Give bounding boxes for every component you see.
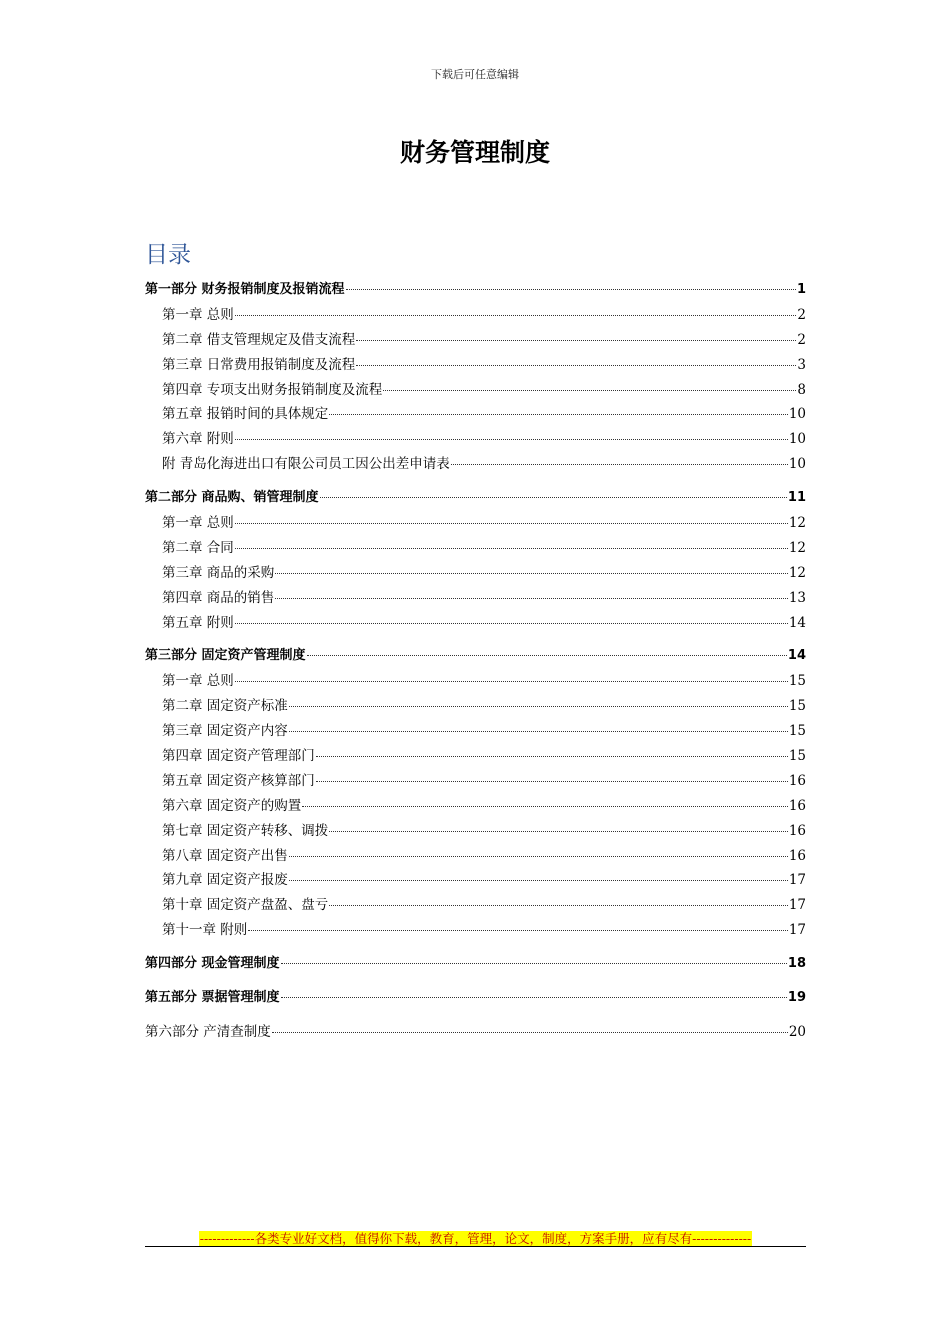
toc-entry-label: 第一章 总则: [162, 306, 234, 323]
toc-leader-dots: [235, 681, 788, 682]
toc-chapter-entry[interactable]: [145, 794, 806, 819]
toc-leader-dots: [346, 289, 796, 290]
toc-entry-label: 第二部分 商品购、销管理制度: [145, 490, 319, 506]
toc-entry-label: 第三部分 固定资产管理制度: [145, 648, 306, 664]
toc-chapter-entry[interactable]: [145, 378, 806, 403]
footer-banner-text: -------------各类专业好文档，值得你下载，教育，管理，论文，制度，方案手册，应有尽有--------------: [199, 1231, 752, 1246]
toc-leader-dots: [320, 497, 787, 498]
toc-chapter-entry[interactable]: [145, 719, 806, 744]
toc-chapter-entry[interactable]: [145, 611, 806, 636]
toc-entry-label: 第三章 固定资产内容: [162, 723, 288, 740]
toc-chapter-entry[interactable]: [145, 844, 806, 869]
toc-chapter-entry[interactable]: [145, 452, 806, 477]
toc-page-number: 8: [797, 381, 806, 398]
toc-entry-label: 第四章 专项支出财务报销制度及流程: [162, 381, 383, 398]
toc-entry-label: 第九章 固定资产报废: [162, 872, 288, 889]
toc-part-entry[interactable]: [145, 952, 806, 977]
toc-chapter-entry[interactable]: [145, 669, 806, 694]
toc-chapter-entry[interactable]: [145, 868, 806, 893]
toc-part-entry[interactable]: [145, 278, 806, 303]
toc-page-number: 11: [787, 490, 806, 506]
toc-leader-dots: [235, 623, 788, 624]
toc-entry-label: 第三章 商品的采购: [162, 564, 275, 581]
toc-leader-dots: [281, 963, 787, 964]
toc-leader-dots: [275, 598, 788, 599]
toc-page-number: 15: [788, 748, 806, 765]
toc-entry-label: 第六章 附则: [162, 431, 234, 448]
toc-leader-dots: [272, 1032, 788, 1033]
toc-entry-label: 第七章 固定资产转移、调拨: [162, 822, 329, 839]
toc-part-entry[interactable]: [145, 986, 806, 1011]
toc-page-number: 13: [788, 589, 806, 606]
toc-page-number: 14: [787, 648, 806, 664]
footer-banner: [145, 1228, 806, 1247]
toc-entry-label: 第二章 合同: [162, 539, 234, 556]
toc-entry-label: 第二章 固定资产标准: [162, 698, 288, 715]
toc-page-number: 10: [788, 456, 806, 473]
toc-leader-dots: [383, 390, 796, 391]
toc-leader-dots: [451, 464, 788, 465]
toc-chapter-entry[interactable]: [145, 694, 806, 719]
toc-leader-dots: [329, 831, 788, 832]
toc-chapter-entry[interactable]: [145, 427, 806, 452]
document-title: 财务管理制度: [399, 138, 550, 167]
toc-chapter-entry[interactable]: [145, 586, 806, 611]
toc-page-number: 10: [788, 431, 806, 448]
toc-page-number: 3: [797, 356, 806, 373]
toc-page-number: 16: [788, 797, 806, 814]
toc-leader-dots: [316, 756, 788, 757]
toc-chapter-entry[interactable]: [145, 744, 806, 769]
toc-entry-label: 第五章 报销时间的具体规定: [162, 406, 329, 423]
toc-page-number: 2: [797, 331, 806, 348]
toc-entry-label: 第一部分 财务报销制度及报销流程: [145, 282, 345, 297]
toc-chapter-entry[interactable]: [145, 918, 806, 943]
toc-leader-dots: [275, 573, 788, 574]
toc-page-number: 16: [788, 847, 806, 864]
toc-page-number: 12: [788, 564, 806, 581]
toc-chapter-entry[interactable]: [145, 353, 806, 378]
toc-entry-label: 第五章 附则: [162, 614, 234, 631]
toc-leader-dots: [235, 439, 788, 440]
toc-page-number: 12: [788, 539, 806, 556]
toc-chapter-entry[interactable]: [145, 893, 806, 918]
toc-page-number: 16: [788, 822, 806, 839]
toc-page-number: 15: [788, 723, 806, 740]
header-note: 下载后可任意编辑: [431, 68, 519, 81]
toc-page-number: 15: [788, 698, 806, 715]
toc-leader-dots: [316, 781, 788, 782]
toc-page-number: 19: [787, 990, 806, 1006]
toc-part-entry[interactable]: [145, 644, 806, 669]
toc-chapter-entry[interactable]: [145, 328, 806, 353]
toc-entry-label: 第五章 固定资产核算部门: [162, 772, 315, 789]
toc-part-entry[interactable]: [145, 1020, 806, 1045]
toc-entry-label: 第四部分 现金管理制度: [145, 956, 280, 972]
toc-entry-label: 第五部分 票据管理制度: [145, 990, 280, 1006]
toc-entry-label: 第三章 日常费用报销制度及流程: [162, 356, 356, 373]
toc-page-number: 20: [788, 1023, 806, 1040]
toc-leader-dots: [329, 905, 788, 906]
toc-entry-label: 第十一章 附则: [162, 922, 248, 939]
toc-leader-dots: [289, 731, 788, 732]
toc-leader-dots: [356, 365, 796, 366]
toc-chapter-entry[interactable]: [145, 561, 806, 586]
toc-entry-label: 第六章 固定资产的购置: [162, 797, 302, 814]
toc-page-number: 12: [788, 515, 806, 532]
toc-chapter-entry[interactable]: [145, 536, 806, 561]
toc-entry-label: 第六部分 产清查制度: [145, 1023, 271, 1040]
toc-page-number: 2: [797, 306, 806, 323]
toc-page-number: 17: [788, 872, 806, 889]
toc-page-number: 18: [787, 956, 806, 972]
footer-divider: [145, 1246, 806, 1247]
toc-page-number: 17: [788, 922, 806, 939]
toc-entry-label: 第一章 总则: [162, 673, 234, 690]
toc-page-number: 14: [788, 614, 806, 631]
toc-leader-dots: [289, 880, 788, 881]
toc-chapter-entry[interactable]: [145, 402, 806, 427]
toc-leader-dots: [235, 315, 797, 316]
toc-leader-dots: [248, 930, 788, 931]
toc-entry-label: 第一章 总则: [162, 515, 234, 532]
toc-heading: 目录: [145, 242, 191, 268]
toc-page-number: 17: [788, 897, 806, 914]
toc-entry-label: 第四章 固定资产管理部门: [162, 748, 315, 765]
toc-entry-label: 第十章 固定资产盘盈、盘亏: [162, 897, 329, 914]
toc-chapter-entry[interactable]: [145, 303, 806, 328]
toc-leader-dots: [356, 340, 796, 341]
toc-chapter-entry[interactable]: [145, 511, 806, 536]
toc-chapter-entry[interactable]: [145, 769, 806, 794]
toc-entry-label: 第四章 商品的销售: [162, 589, 275, 606]
toc-entry-label: 附 青岛化海进出口有限公司员工因公出差申请表: [162, 456, 450, 473]
toc-part-entry[interactable]: [145, 486, 806, 511]
toc-leader-dots: [289, 706, 788, 707]
toc-page-number: 1: [796, 282, 806, 297]
toc-leader-dots: [281, 997, 787, 998]
toc-leader-dots: [289, 856, 788, 857]
toc-page-number: 15: [788, 673, 806, 690]
toc-chapter-entry[interactable]: [145, 819, 806, 844]
toc-leader-dots: [235, 523, 788, 524]
toc-leader-dots: [302, 806, 788, 807]
toc-page-number: 16: [788, 772, 806, 789]
table-of-contents: [145, 278, 806, 1045]
toc-entry-label: 第二章 借支管理规定及借支流程: [162, 331, 356, 348]
toc-page-number: 10: [788, 406, 806, 423]
toc-entry-label: 第八章 固定资产出售: [162, 847, 288, 864]
toc-leader-dots: [329, 414, 788, 415]
toc-leader-dots: [307, 655, 787, 656]
toc-leader-dots: [235, 548, 788, 549]
